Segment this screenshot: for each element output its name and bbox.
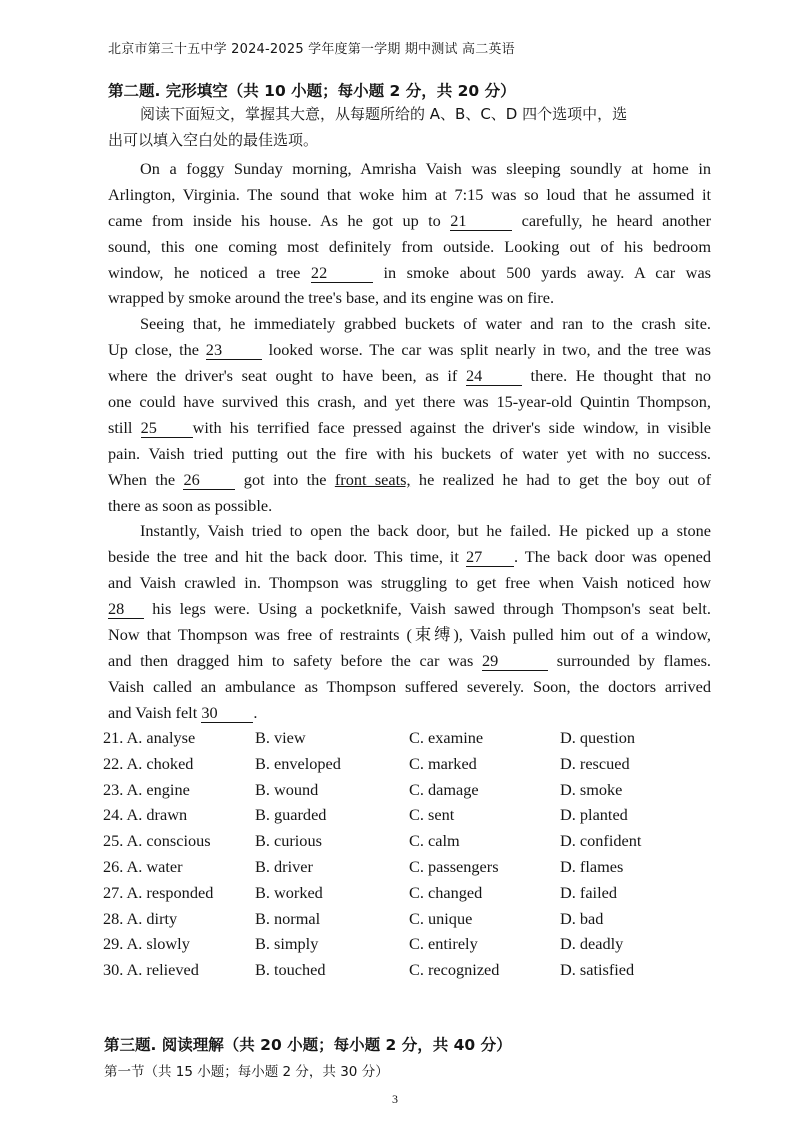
option-c[interactable]: C. passengers <box>409 856 499 876</box>
passage-line <box>108 570 711 596</box>
option-d[interactable]: D. satisfied <box>560 960 635 980</box>
option-a[interactable]: 21. A. analyse <box>103 728 196 747</box>
option-d[interactable]: D. question <box>560 728 636 747</box>
option-a[interactable]: 23. A. engine <box>103 779 190 799</box>
text: came from inside his house. As he got up to <box>108 210 441 230</box>
option-c[interactable]: C. damage <box>409 779 479 799</box>
option-b[interactable]: B. guarded <box>255 805 327 825</box>
text: in smoke about 500 yards away. A car was <box>383 262 712 282</box>
section-3-subtitle: 第一节（共 15 小题；每小题 2 分，共 30 分） <box>104 1064 389 1080</box>
blank-28[interactable]: 28 <box>108 600 144 619</box>
passage-line <box>108 674 711 700</box>
option-d[interactable]: D. deadly <box>560 934 624 954</box>
passage-line <box>108 700 711 726</box>
text: When the <box>108 469 176 489</box>
blank-23[interactable]: 23 <box>206 341 262 360</box>
text: and Vaish crawled in. Thompson was struggling to get free when Vaish noticed how <box>108 573 711 593</box>
text: with his terrified face pressed against the driver's side window, in visible <box>192 417 711 437</box>
passage-line <box>108 363 711 389</box>
option-b[interactable]: B. wound <box>255 779 319 799</box>
section-2-instruction <box>108 101 708 153</box>
option-row-26 <box>103 857 723 883</box>
option-c[interactable]: C. changed <box>409 882 483 902</box>
passage-line <box>108 208 711 234</box>
text: his legs were. Using a pocketknife, Vaish sawed through Thompson's seat belt. <box>152 599 711 619</box>
option-a[interactable]: 26. A. water <box>103 856 183 876</box>
option-row-28 <box>103 909 723 935</box>
blank-29[interactable]: 29 <box>482 652 548 671</box>
page-number: 3 <box>392 1092 398 1106</box>
blank-27[interactable]: 27 <box>466 548 514 567</box>
blank-30[interactable]: 30 <box>201 704 253 723</box>
option-b[interactable]: B. worked <box>255 882 323 902</box>
passage-line <box>108 156 711 182</box>
option-d[interactable]: D. flames <box>560 856 624 876</box>
text: sound, this one coming most definitely from outside. Looking out of his bedroom <box>108 236 711 256</box>
option-row-29 <box>103 934 723 960</box>
text: and Vaish felt <box>108 702 198 722</box>
option-c[interactable]: C. sent <box>409 805 455 825</box>
text: pain. Vaish tried putting out the fire with his buckets of water yet with no success. <box>108 443 711 463</box>
text: looked worse. The car was split nearly in two, and the tree was <box>268 340 711 360</box>
text: still <box>108 417 133 437</box>
text: surrounded by flames. <box>556 650 711 670</box>
option-d[interactable]: D. rescued <box>560 753 630 773</box>
option-b[interactable]: B. touched <box>255 960 326 980</box>
blank-22[interactable]: 22 <box>311 264 373 283</box>
passage-line <box>108 518 711 544</box>
blank-21[interactable]: 21 <box>450 212 512 231</box>
blank-24[interactable]: 24 <box>466 367 522 386</box>
passage-line <box>108 285 711 311</box>
text: there as soon as possible. <box>108 495 273 515</box>
option-d[interactable]: D. smoke <box>560 779 623 799</box>
text: Up close, the <box>108 340 199 360</box>
passage-line <box>108 622 711 648</box>
text: window, he noticed a tree <box>108 262 301 282</box>
text: and then dragged him to safety before the car was <box>108 650 474 670</box>
option-b[interactable]: B. curious <box>255 831 322 851</box>
passage-line <box>108 234 711 260</box>
text: one could have survived this crash, and yet there was 15-year-old Quintin Thompson, <box>108 392 711 412</box>
option-a[interactable]: 25. A. conscious <box>103 831 211 851</box>
option-row-27 <box>103 883 723 909</box>
option-a[interactable]: 29. A. slowly <box>103 934 190 954</box>
text: . <box>253 702 258 722</box>
passage-line <box>108 544 711 570</box>
option-c[interactable]: C. entirely <box>409 934 478 954</box>
instruction-line-1: 阅读下面短文，掌握其大意，从每题所给的 A、B、C、D 四个选项中，选 <box>140 105 628 123</box>
option-c[interactable]: C. recognized <box>409 960 500 980</box>
option-row-25 <box>103 831 723 857</box>
text: there. He thought that no <box>530 366 711 386</box>
option-d[interactable]: D. planted <box>560 805 628 825</box>
page-header: 北京市第三十五中学 2024-2025 学年度第一学期 期中测试 高二英语 <box>108 42 515 57</box>
option-d[interactable]: D. failed <box>560 882 617 902</box>
option-d[interactable]: D. confident <box>560 831 642 851</box>
passage-line <box>108 389 711 415</box>
blank-25[interactable]: 25 <box>141 419 193 438</box>
text: got into the <box>243 469 327 489</box>
option-row-24 <box>103 805 723 831</box>
option-row-30 <box>103 960 723 986</box>
option-row-22 <box>103 754 723 780</box>
answer-options <box>103 728 723 986</box>
text: Vaish called an ambulance as Thompson suffered severely. Soon, the doctors arrived <box>108 676 711 696</box>
option-c[interactable]: C. unique <box>409 908 473 928</box>
option-c[interactable]: C. calm <box>409 831 460 851</box>
instruction-line-2: 出可以填入空白处的最佳选项。 <box>108 131 319 149</box>
passage-line <box>108 467 711 493</box>
option-b[interactable]: B. simply <box>255 934 319 954</box>
underlined-phrase: front seats, <box>334 469 411 489</box>
option-row-23 <box>103 780 723 806</box>
text: beside the tree and hit the back door. This time, it <box>108 547 459 567</box>
option-b[interactable]: B. normal <box>255 908 321 928</box>
text: Seeing that, he immediately grabbed buckets of water and ran to the crash site. <box>140 314 711 334</box>
option-a[interactable]: 27. A. responded <box>103 882 214 902</box>
passage-line <box>108 415 711 441</box>
text: On a foggy Sunday morning, Amrisha Vaish was sleeping soundly at home in <box>140 159 711 178</box>
option-a[interactable]: 28. A. dirty <box>103 908 178 928</box>
section-3-title: 第三题. 阅读理解（共 20 小题；每小题 2 分，共 40 分） <box>104 1036 512 1054</box>
option-d[interactable]: D. bad <box>560 908 604 928</box>
option-a[interactable]: 30. A. relieved <box>103 960 199 980</box>
text: carefully, he heard another <box>521 210 711 230</box>
passage-line <box>108 337 711 363</box>
text: . The back door was opened <box>513 547 711 567</box>
section-2-title: 第二题. 完形填空（共 10 小题；每小题 2 分，共 20 分） <box>108 82 516 100</box>
text: he realized he had to get the boy out of <box>418 469 711 489</box>
blank-26[interactable]: 26 <box>183 471 235 490</box>
option-b[interactable]: B. view <box>255 728 306 747</box>
text: wrapped by smoke around the tree's base, and its engine was on fire. <box>108 288 555 308</box>
passage-line <box>108 648 711 674</box>
option-c[interactable]: C. marked <box>409 753 477 773</box>
text: Instantly, Vaish tried to open the back door, but he failed. He picked up a stone <box>140 521 711 541</box>
passage-line <box>108 311 711 337</box>
passage-line <box>108 260 711 286</box>
passage-line <box>108 441 711 467</box>
option-a[interactable]: 22. A. choked <box>103 753 194 773</box>
option-a[interactable]: 24. A. drawn <box>103 805 188 825</box>
option-b[interactable]: B. driver <box>255 856 313 876</box>
cloze-passage <box>108 156 711 726</box>
text: Arlington, Virginia. The sound that woke him at 7:15 was so loud that he assumed it <box>108 184 711 204</box>
option-c[interactable]: C. examine <box>409 728 484 747</box>
text: Now that Thompson was free of restraints (束缚), Vaish pulled him out of a window, <box>108 625 711 645</box>
passage-line <box>108 596 711 622</box>
text: where the driver's seat ought to have been, as if <box>108 366 458 386</box>
option-b[interactable]: B. enveloped <box>255 753 341 773</box>
passage-line <box>108 182 711 208</box>
passage-line <box>108 493 711 519</box>
option-row-21 <box>103 728 723 754</box>
